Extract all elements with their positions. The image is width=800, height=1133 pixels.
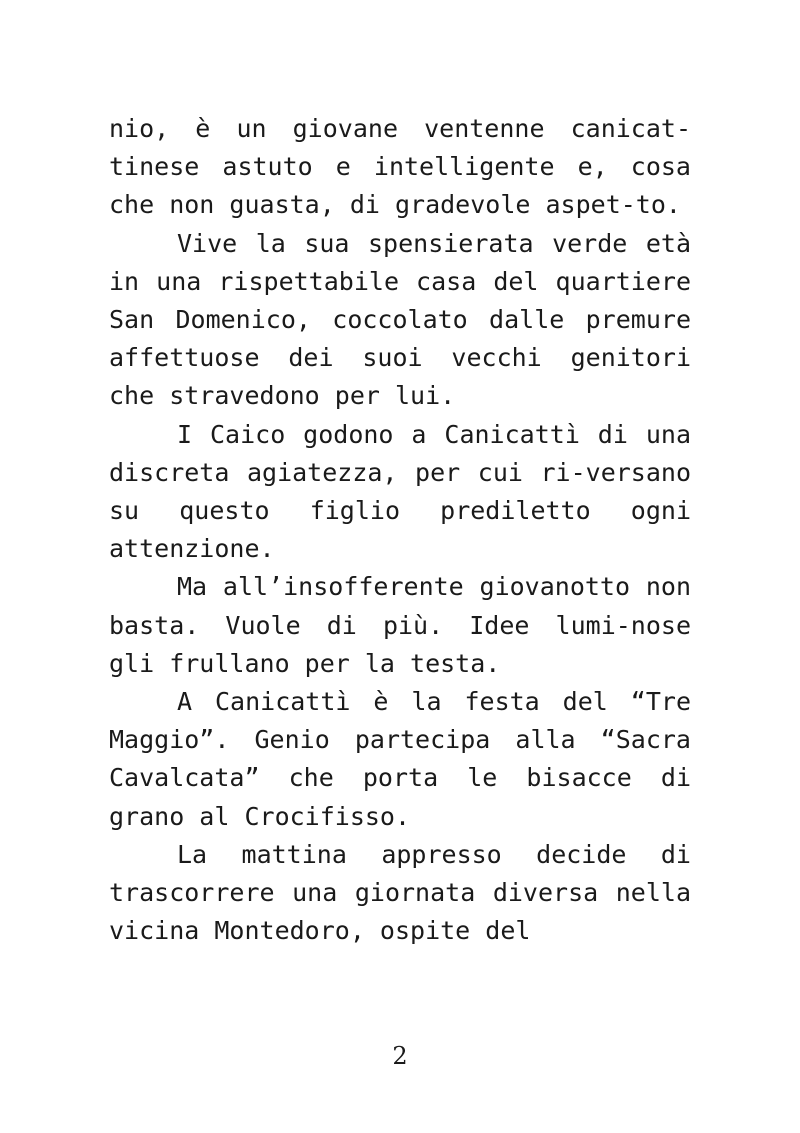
body-text (109, 110, 691, 950)
paragraph-6: La mattina appresso decide di trascorrere una giornata diversa nella vicina Montedoro, ospite del (109, 839, 691, 946)
paragraph-2: Vive la sua spensierata verde età in una rispettabile casa del quartiere San Domenico, coccolato dalle premure affettuose dei suoi vecchi genitori che stravedono per lui. (109, 228, 691, 411)
page-number: 2 (392, 1042, 408, 1070)
paragraph-4: Ma all’insofferente giovanotto non basta. Vuole di più. Idee lumi-nose gli frullano per la testa. (109, 572, 691, 678)
paragraph-1: nio, è un giovane ventenne canicat-tinese astuto e intelligente e, cosa che non guasta, di gradevole aspet-to. (109, 114, 691, 220)
paragraph-3: I Caico godono a Canicattì di una discreta agiatezza, per cui ri-versano su questo figlio prediletto ogni attenzione. (109, 419, 691, 564)
paragraph-5: A Canicattì è la festa del “Tre Maggio”. Genio partecipa alla “Sacra Cavalcata” che porta le bisacce di grano al Crocifisso. (109, 687, 691, 831)
